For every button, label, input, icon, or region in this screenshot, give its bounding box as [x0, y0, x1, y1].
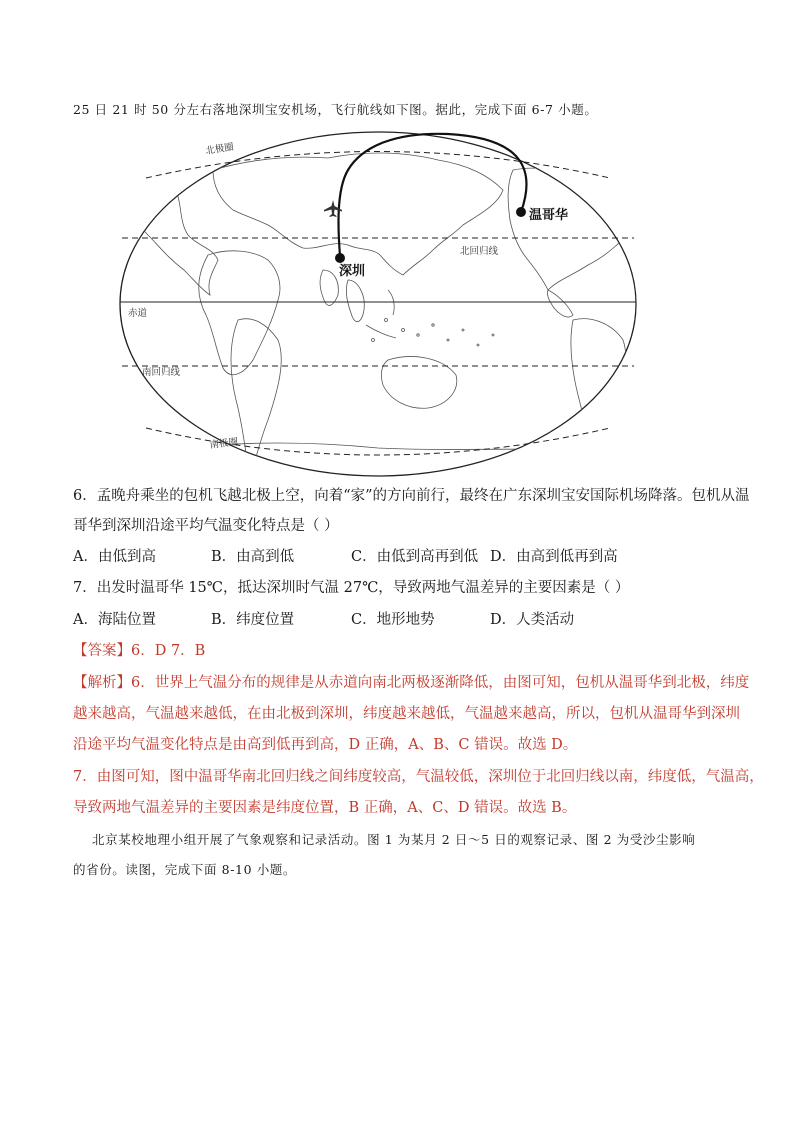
q6-option-c: C．由低到高再到低 [351, 549, 479, 565]
answer-tag: 【答案】 [73, 643, 131, 659]
q6-option-a: A．由低到高 [73, 549, 156, 565]
vancouver-marker [516, 207, 526, 217]
world-flight-route-map [118, 130, 638, 478]
equator-label: 赤道 [128, 308, 148, 319]
analysis-line5: 导致两地气温差异的主要因素是纬度位置，B 正确，A、C、D 错误。故选 B。 [73, 800, 577, 816]
map-outline [120, 132, 636, 476]
intro-text: 25 日 21 时 50 分左右落地深圳宝安机场，飞行航线如下图。据此，完成下面 6-7 小题。 [73, 102, 598, 117]
analysis-line1 [73, 673, 749, 693]
q6-stem-line1: 6．孟晚舟乘坐的包机飞越北极上空，向着“家”的方向前行，最终在广东深圳宝安国际机场降落。包机从温 [73, 488, 750, 504]
answer-line [73, 641, 205, 661]
arctic-circle-label: 北极圈 [204, 141, 235, 157]
antarctic-circle-label: 南极圈 [209, 436, 239, 451]
land-greenland [586, 140, 623, 162]
vancouver-label: 温哥华 [529, 208, 569, 223]
tropic-cancer-label: 北回归线 [460, 246, 499, 257]
analysis-text-1: 6．世界上气温分布的规律是从赤道向南北两极逐渐降低，由图可知，包机从温哥华到北极，纬度 [131, 675, 750, 691]
q6-option-d: D．由高到低再到高 [490, 549, 618, 565]
q7-option-a: A．海陆位置 [73, 612, 156, 628]
q7-stem: 7．出发时温哥华 15℃，抵达深圳时气温 27℃，导致两地气温差异的主要因素是（ ） [73, 580, 630, 596]
analysis-line2: 越来越高，气温越来越低，在由北极到深圳，纬度越来越低，气温越来越高，所以，包机从温哥华到深圳 [73, 706, 740, 722]
q6-option-b: B．由高到低 [211, 549, 295, 565]
answer-text: 6．D 7．B [131, 643, 206, 659]
q7-option-c: C．地形地势 [351, 612, 435, 628]
shenzhen-marker [335, 253, 345, 263]
analysis-line3: 沿途平均气温变化特点是由高到低再到高，D 正确，A、B、C 错误。故选 D。 [73, 737, 578, 753]
analysis-line4: 7．由图可知，图中温哥华南北回归线之间纬度较高，气温较低，深圳位于北回归线以南，纬度低，气温高， [73, 769, 764, 785]
tropic-capricorn-label: 南回归线 [142, 367, 181, 378]
next-intro-line2: 的省份。读图，完成下面 8-10 小题。 [73, 862, 297, 877]
shenzhen-label: 深圳 [339, 264, 366, 279]
next-intro-line1: 北京某校地理小组开展了气象观察和记录活动。图 1 为某月 2 日～5 日的观察记录、图 2 为受沙尘影响 [92, 832, 696, 847]
q7-option-d: D．人类活动 [490, 612, 575, 628]
q7-option-b: B．纬度位置 [211, 612, 295, 628]
analysis-tag: 【解析】 [73, 675, 131, 691]
q6-stem-line2: 哥华到深圳沿途平均气温变化特点是（ ） [73, 518, 339, 534]
